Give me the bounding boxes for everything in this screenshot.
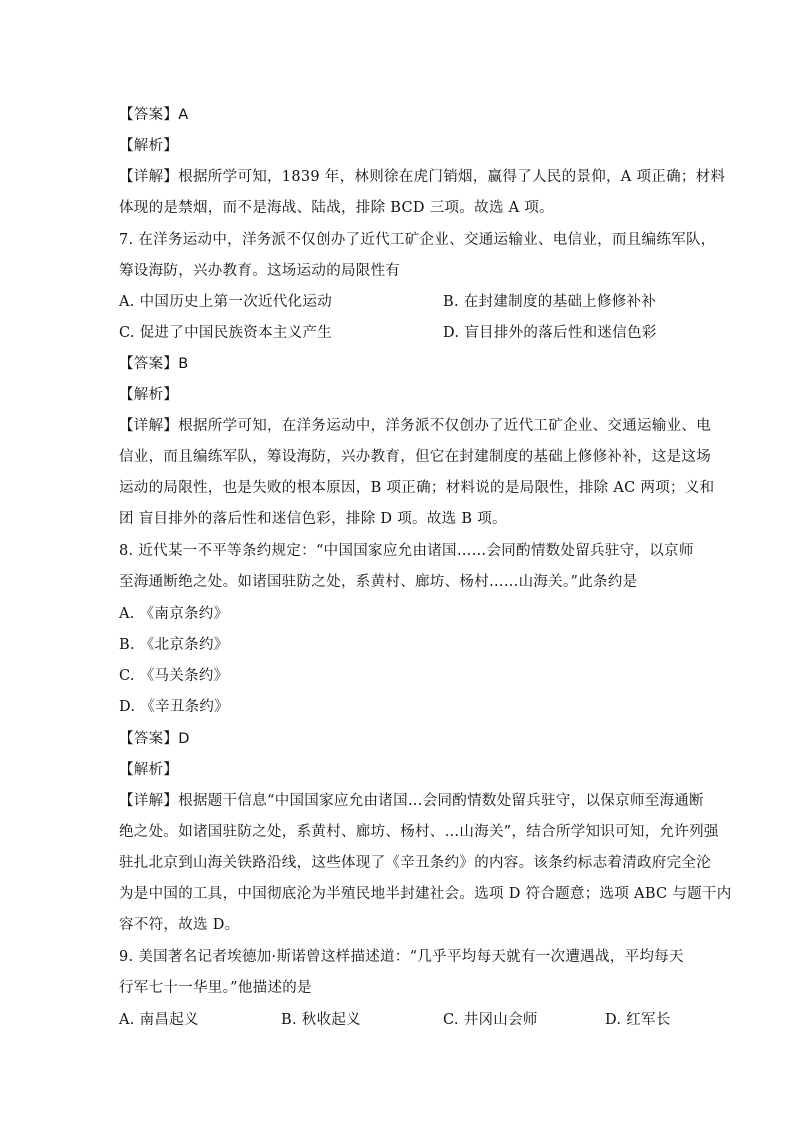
q8-detail-line-5: 容不符，故选 D。 [119,917,240,933]
q7-detail-line-3: 运动的局限性，也是失败的根本原因，B 项正确；材料说的是局限性，排除 AC 两项；义和 [119,480,715,496]
q8-option-a: A. 《南京条约》 [119,606,229,622]
q8-detail-line-3: 驻扎北京到山海关铁路沿线，这些体现了《辛丑条约》的内容。该条约标志着清政府完全沦 [119,855,711,871]
q8-detail-line-1: 【详解】根据题干信息“中国国家应允由诸国…会同酌情数处留兵驻守，以保京师至海通断 [119,793,704,809]
q8-answer: 【答案】D [119,731,190,747]
q8-stem-line-1: 8. 近代某一不平等条约规定：“中国国家应允由诸国……会同酌情数处留兵驻守，以京师 [119,543,694,559]
q7-stem-line-1: 7. 在洋务运动中，洋务派不仅创办了近代工矿企业、交通运输业、电信业，而且编练军队， [119,232,716,248]
q8-option-b: B. 《北京条约》 [119,637,229,653]
q7-stem-line-2: 筹设海防，兴办教育。这场运动的局限性有 [119,263,401,279]
q8-stem-line-2: 至海通断绝之处。如诸国驻防之处，系黄村、廊坊、杨村……山海关。”此条约是 [119,574,638,590]
q8-detail-line-4: 为是中国的工具，中国彻底沦为半殖民地半封建社会。选项 D 符合题意；选项 ABC 与题干内 [119,886,732,902]
q7-detail-line-1: 【详解】根据所学可知，在洋务运动中，洋务派不仅创办了近代工矿企业、交通运输业、电 [119,418,711,434]
q9-option-b: B. 秋收起义 [281,1012,361,1028]
q7-answer: 【答案】B [119,356,189,372]
q9-option-c: C. 井冈山会师 [443,1012,538,1028]
q7-option-b: B. 在封建制度的基础上修修补补 [443,294,657,310]
q6-answer: 【答案】A [119,107,189,123]
q9-stem-line-2: 行军七十一华里。”他描述的是 [119,980,312,996]
q8-option-c: C. 《马关条约》 [119,668,229,684]
q8-detail-line-2: 绝之处。如诸国驻防之处，系黄村、廊坊、杨村、…山海关”，结合所学知识可知，允许列强 [119,824,719,840]
q9-option-a: A. 南昌起义 [119,1012,199,1028]
q7-detail-line-4: 团 盲目排外的落后性和迷信色彩，排除 D 项。故选 B 项。 [119,511,507,527]
q9-option-d: D. 红军长 [605,1012,671,1028]
q7-option-a: A. 中国历史上第一次近代化运动 [119,294,332,310]
q6-detail-line-1: 【详解】根据所学可知，1839 年，林则徐在虎门销烟，赢得了人民的景仰，A 项正确；材料 [119,169,726,185]
q8-analysis-label: 【解析】 [119,762,179,778]
q7-option-c: C. 促进了中国民族资本主义产生 [119,325,333,341]
q8-option-d: D. 《辛丑条约》 [119,699,230,715]
q7-detail-line-2: 信业，而且编练军队，筹设海防，兴办教育，但它在封建制度的基础上修修补补，这是这场 [119,449,711,465]
q7-analysis-label: 【解析】 [119,387,179,403]
q7-option-d: D. 盲目排外的落后性和迷信色彩 [443,325,657,341]
q9-stem-line-1: 9. 美国著名记者埃德加·斯诺曾这样描述道：“几乎平均每天就有一次遭遇战，平均每天 [119,949,684,965]
q6-analysis-label: 【解析】 [119,138,179,154]
q6-detail-line-2: 体现的是禁烟，而不是海战、陆战，排除 BCD 三项。故选 A 项。 [119,200,554,216]
